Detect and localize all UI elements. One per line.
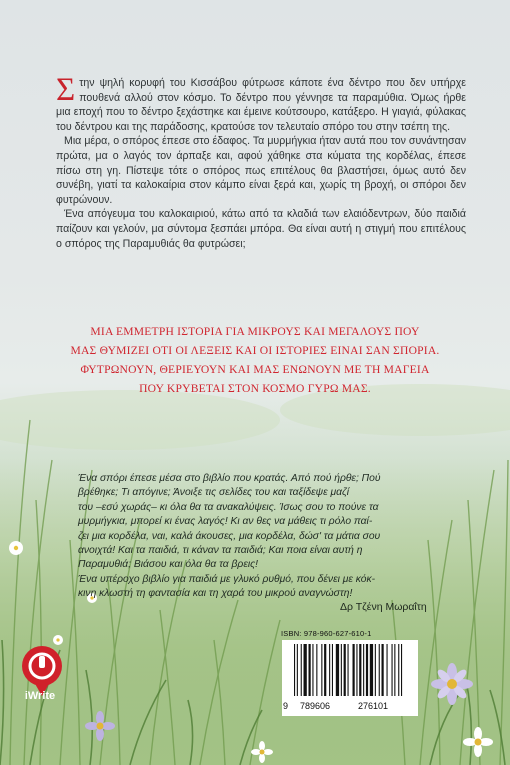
barcode-bar bbox=[359, 644, 361, 696]
barcode-bar bbox=[370, 644, 373, 696]
publisher-logo-icon bbox=[12, 638, 72, 714]
barcode-bar bbox=[329, 644, 330, 696]
intro-paragraph-2: Μια μέρα, ο σπόρος έπεσε στο έδαφος. Τα μυρμήγκια ήταν αυτά που τον συνάντησαν πρώτα, μα ο λαγός τον άρπαξε και, αφού χάθηκε στα κύματα της κορδέλας, έπεσε πίσω στη γη. Πίστεψε τότε ο σπόρος πως επιτέλους θα βλαστήσει, όμως αυτό δεν συνέβη, γιατί τα καλοκαίρια στον κάμπο είναι ξερά και, χωρίς τη βροχή, οι σπόροι δεν φυτρώνουν. bbox=[56, 135, 466, 206]
barcode-bar bbox=[332, 644, 333, 696]
quote-line: ανοιχτά! Και τα παιδιά, τι κάναν τα παιδιά; Και ποια είναι αυτή η bbox=[78, 545, 363, 557]
barcode-bar bbox=[353, 644, 355, 696]
quote-line: ζει μια κορδέλα, ναι, καλά άκουσες, μια κορδέλα, δώσ' τα μάτια σου bbox=[78, 530, 381, 542]
barcode-bar bbox=[392, 644, 393, 696]
tagline-line: ΠΟΥ ΚΡΥΒΕΤΑΙ ΣΤΟΝ ΚΟΣΜΟ ΓΥΡΩ ΜΑΣ. bbox=[139, 382, 371, 395]
quote-line: Ένα σπόρι έπεσε μέσα στο βιβλίο που κρατάς. Από πού ήρθε; Πού bbox=[78, 473, 381, 484]
barcode-bar bbox=[375, 644, 376, 696]
barcode-bar bbox=[348, 644, 349, 696]
barcode-bar bbox=[312, 644, 313, 696]
barcode-bar bbox=[309, 644, 311, 696]
barcode-bar bbox=[382, 644, 384, 696]
quote-line: μυρμήγκια, μπορεί κι ένας λαγός! Κι αν θες να μάθεις τι ρόλο παί- bbox=[78, 516, 373, 528]
quote-line: βρέθηκε; Τι απόγινε; Άνοιξε τις σελίδες του και ταξίδεψε μαζί bbox=[78, 487, 350, 499]
intro-text bbox=[56, 72, 466, 251]
barcode-bar bbox=[401, 644, 402, 696]
barcode-bar bbox=[387, 644, 388, 696]
barcode-bars bbox=[290, 644, 410, 702]
barcode-bar bbox=[321, 644, 322, 696]
barcode-digit-prefix: 9 bbox=[283, 701, 289, 711]
tagline-line: ΜΙΑ ΕΜΜΕΤΡΗ ΙΣΤΟΡΙΑ ΓΙΑ ΜΙΚΡΟΥΣ ΚΑΙ ΜΕΓΑΛΟΥΣ ΠΟΥ bbox=[90, 325, 420, 338]
barcode-bar bbox=[363, 644, 364, 696]
quote-author: Δρ Τζένη Μωραΐτη bbox=[340, 601, 427, 613]
publisher-name: iWrite bbox=[24, 690, 56, 702]
review-quote bbox=[78, 472, 438, 602]
barcode-bar bbox=[356, 644, 357, 696]
barcode-digit-group-2: 276101 bbox=[358, 701, 389, 711]
barcode-digit-group-1: 789606 bbox=[300, 701, 331, 711]
barcode-bar bbox=[344, 644, 346, 696]
barcode-bar bbox=[394, 644, 395, 696]
barcode-bar bbox=[336, 644, 339, 696]
barcode-bar bbox=[341, 644, 342, 696]
barcode-bar bbox=[398, 644, 399, 696]
intro-paragraph-1: Στην ψηλή κορυφή του Κισσάβου φύτρωσε κάποτε ένα δέντρο που δεν υπήρχε πουθενά αλλού στον κόσμο. Το δέντρο που γέννησε τα παραμύθια. Όμως ήρθε μια εποχή που το δέντρο ξεχάστηκε και έμεινε κούτσουρο, κατάξερο. Η γιαγιά, φύλακας του δέντρου και της παράδοσης, κρατούσε τον τελευταίο σπόρο του στην τσέπη της. bbox=[56, 72, 466, 133]
quote-line: κινη κλωστή τη φαντασία και τη χαρά του μικρού αναγνώστη! bbox=[78, 588, 353, 600]
barcode-bar bbox=[379, 644, 380, 696]
barcode-bar bbox=[324, 644, 326, 696]
tagline-line: ΦΥΤΡΩΝΟΥΝ, ΘΕΡΙΕΥΟΥΝ ΚΑΙ ΜΑΣ ΕΝΩΝΟΥΝ ΜΕ ΤΗ ΜΑΓΕΙΑ bbox=[80, 363, 430, 376]
barcode-bar bbox=[294, 644, 295, 696]
barcode-bar bbox=[304, 644, 307, 696]
intro-paragraph-3: Ένα απόγευμα του καλοκαιριού, κάτω από τα κλαδιά των ελαιόδεντρων, δύο παιδιά παίζουν και γελούν, μα σύντομα ξεσπάει μπόρα. Θα είναι αυτή η στιγμή που επιτέλους ο σπόρος της Παραμυθιάς θα φυτρώσει; bbox=[56, 208, 466, 250]
barcode-bar bbox=[301, 644, 302, 696]
quote-line: Παραμυθιά; Βιάσου και όλα θα τα βρεις! bbox=[78, 559, 259, 571]
drop-cap: Σ bbox=[56, 72, 76, 108]
barcode-bar bbox=[297, 644, 298, 696]
barcode-bar bbox=[316, 644, 317, 696]
isbn-label: ISBN: 978-960-627-610-1 bbox=[281, 629, 372, 638]
quote-line: Ένα υπέροχο βιβλίο για παιδιά με γλυκό ρυθμό, που δένει με κόκ- bbox=[78, 573, 376, 585]
tagline bbox=[48, 322, 462, 398]
barcode-bar bbox=[366, 644, 368, 696]
quote-line: του –εσύ χωράς– κι όλα θα τα ανακαλύψεις. Ίσως σου το πούνε τα bbox=[78, 501, 379, 513]
tagline-line: ΜΑΣ ΘΥΜΙΖΕΙ ΟΤΙ ΟΙ ΛΕΞΕΙΣ ΚΑΙ ΟΙ ΙΣΤΟΡΙΕΣ ΕΙΝΑΙ ΣΑΝ ΣΠΟΡΙΑ. bbox=[70, 344, 440, 357]
barcode bbox=[282, 640, 418, 716]
